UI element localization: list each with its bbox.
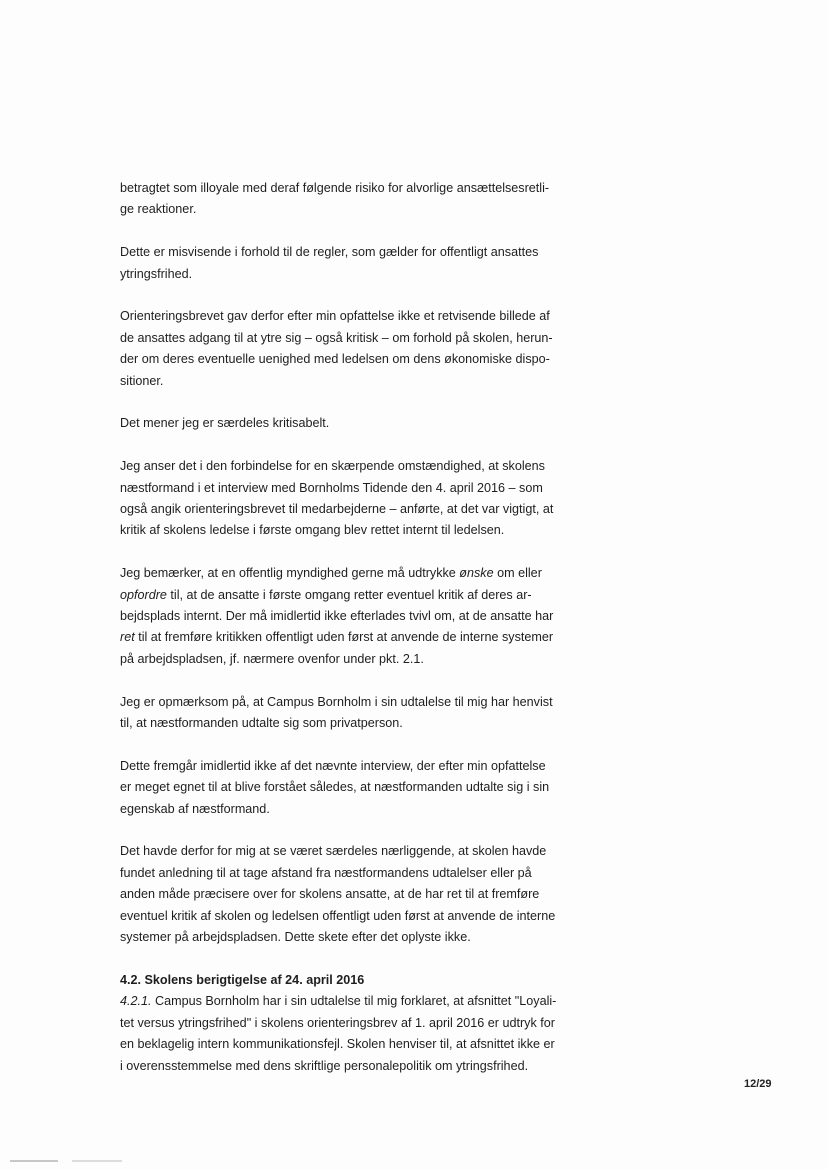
paragraph: [120, 456, 590, 542]
text-line: bejdsplads internt. Der må imidlertid ikke efterlades tvivl om, at de ansatte har: [120, 609, 554, 624]
text-line: betragtet som illoyale med deraf følgende risiko for alvorlige ansættelsesretli-: [120, 181, 550, 195]
emphasis-text: ret: [120, 630, 135, 645]
text-line: på arbejdspladsen, jf. nærmere ovenfor under pkt. 2.1.: [120, 651, 424, 666]
text-line: eventuel kritik af skolen og ledelsen offentligt uden først at anvende de interne: [120, 908, 556, 923]
emphasis-text: opfordre: [120, 587, 167, 602]
paragraph: [120, 841, 590, 948]
subsection-number: 4.2.1.: [120, 994, 152, 1009]
text-line: de ansattes adgang til at ytre sig – også kritisk – om forhold på skolen, herun-: [120, 330, 553, 345]
paragraph: [120, 756, 590, 820]
text-line: også angik orienteringsbrevet til medarbejderne – anførte, at det var vigtigt, at: [120, 502, 554, 517]
text-line: [120, 627, 590, 648]
text-line: der om deres eventuelle uenighed med ledelsen om dens økonomiske dispo-: [120, 352, 550, 367]
text-line: tet versus ytringsfrihed" i skolens orienteringsbrev af 1. april 2016 er udtryk for: [120, 1015, 555, 1030]
text-segment: om eller: [493, 566, 542, 581]
section-heading: 4.2. Skolens berigtigelse af 24. april 2016: [120, 972, 365, 987]
paragraph: [120, 306, 590, 392]
paragraph: [120, 178, 590, 221]
page-body: [120, 178, 590, 1077]
scan-artifact-segment: [72, 1160, 122, 1162]
text-line: Dette fremgår imidlertid ikke af det nævnte interview, der efter min opfattelse: [120, 758, 546, 773]
text-segment: Campus Bornholm har i sin udtalelse til mig forklaret, at afsnittet "Loyali-: [151, 994, 557, 1009]
text-line: er meget egnet til at blive forstået således, at næstformanden udtalte sig i sin: [120, 780, 550, 795]
text-line: kritik af skolens ledelse i første omgang blev rettet internt til ledelsen.: [120, 523, 505, 538]
text-line: ge reaktioner.: [120, 202, 197, 217]
text-line: Dette er misvisende i forhold til de regler, som gælder for offentligt ansattes: [120, 245, 539, 260]
text-line: ytringsfrihed.: [120, 266, 193, 281]
section-4-2: [120, 970, 590, 1077]
text-line: Orienteringsbrevet gav derfor efter min opfattelse ikke et retvisende billede af: [120, 309, 550, 324]
text-line: fundet anledning til at tage afstand fra næstformandens udtalelser eller på: [120, 865, 532, 880]
text-line: Jeg er opmærksom på, at Campus Bornholm i sin udtalelse til mig har henvist: [120, 694, 553, 709]
paragraph: [120, 413, 590, 434]
text-line: [120, 585, 590, 606]
paragraph: [120, 692, 590, 735]
text-line: til, at næstformanden udtalte sig som privatperson.: [120, 716, 403, 731]
scan-artifact: [10, 1160, 130, 1164]
text-line: egenskab af næstformand.: [120, 801, 270, 816]
text-line: Jeg anser det i den forbindelse for en skærpende omstændighed, at skolens: [120, 459, 545, 474]
text-segment: til, at de ansatte i første omgang retter eventuel kritik af deres ar-: [166, 587, 532, 602]
text-line: anden måde præcisere over for skolens ansatte, at de har ret til at fremføre: [120, 887, 540, 902]
text-segment: til at fremføre kritikken offentligt uden først at anvende de interne systemer: [134, 630, 554, 645]
text-line: systemer på arbejdspladsen. Dette skete efter det oplyste ikke.: [120, 930, 471, 945]
text-line: næstformand i et interview med Bornholms Tidende den 4. april 2016 – som: [120, 480, 543, 495]
text-line: Det mener jeg er særdeles kritisabelt.: [120, 416, 330, 431]
text-line: en beklagelig intern kommunikationsfejl. Skolen henviser til, at afsnittet ikke er: [120, 1037, 555, 1052]
paragraph: [120, 563, 590, 670]
text-line: Det havde derfor for mig at se været særdeles nærliggende, at skolen havde: [120, 844, 547, 859]
page-number: 12/29: [744, 1078, 772, 1090]
text-line: i overensstemmelse med dens skriftlige personalepolitik om ytringsfrihed.: [120, 1058, 529, 1073]
text-line: [120, 991, 590, 1012]
text-line: [120, 563, 590, 584]
text-segment: Jeg bemærker, at en offentlig myndighed gerne må udtrykke: [120, 566, 460, 581]
scan-artifact-segment: [10, 1160, 58, 1162]
emphasis-text: ønske: [459, 566, 494, 581]
paragraph: [120, 242, 590, 285]
text-line: sitioner.: [120, 373, 164, 388]
